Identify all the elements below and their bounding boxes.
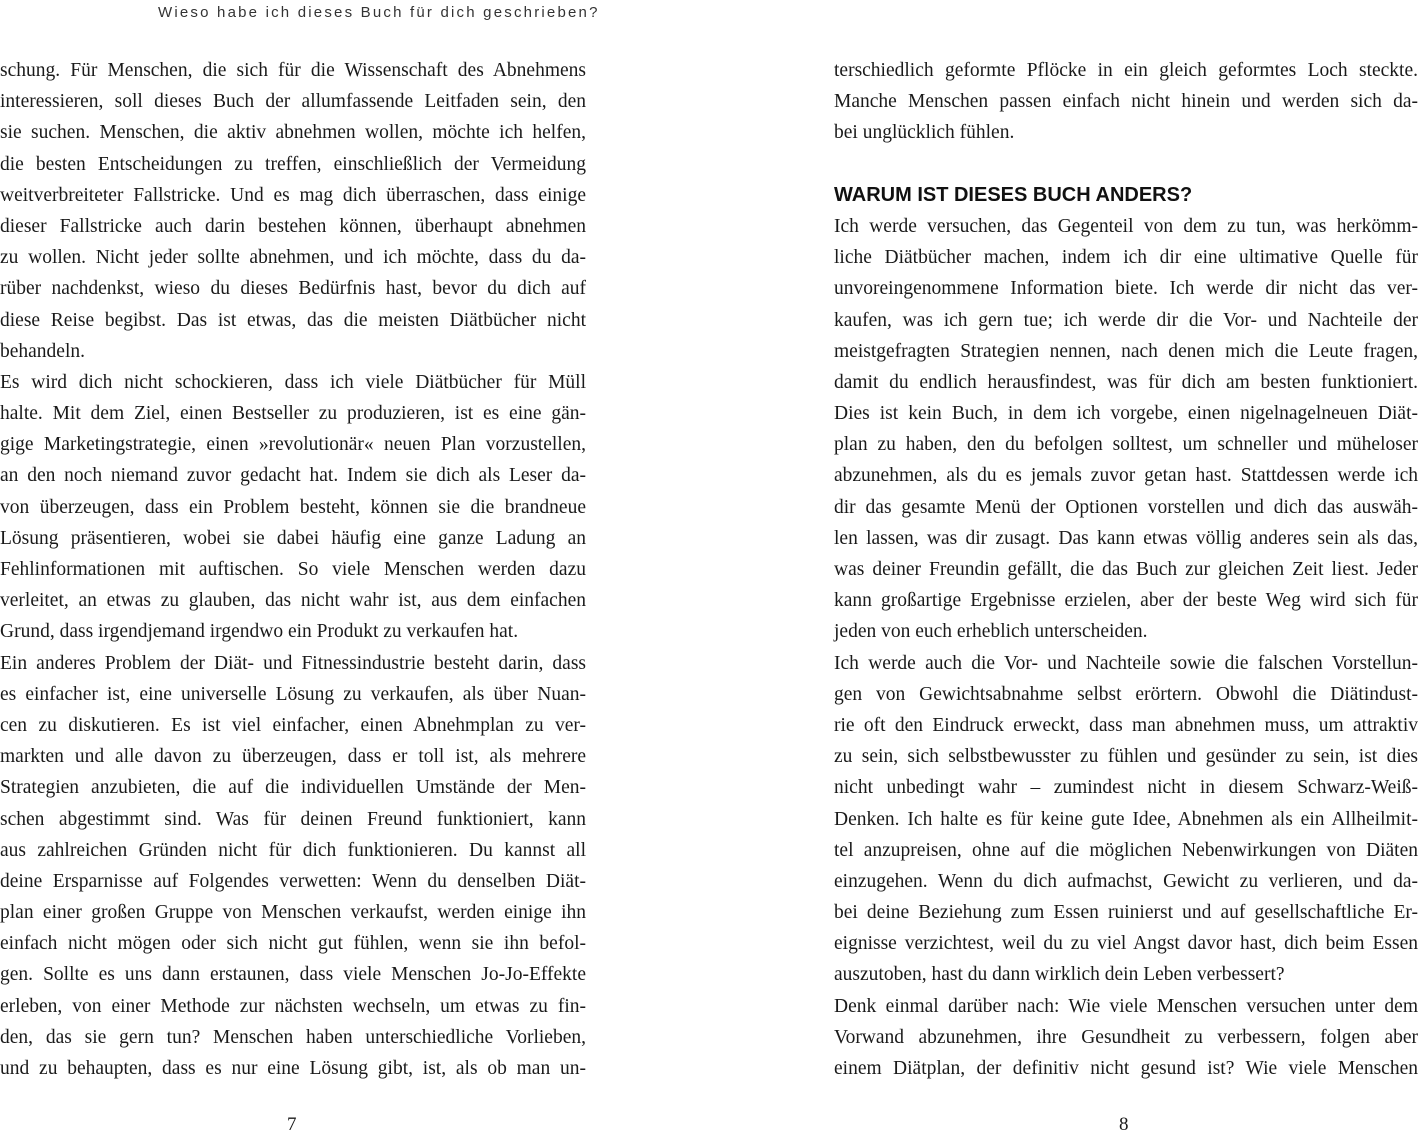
- text-line: kaufen, was ich gern tue; ich werde dir die Vor- und Nachteile der: [834, 309, 1418, 331]
- running-head: Wieso habe ich dieses Buch für dich geschrieben?: [158, 4, 600, 21]
- text-line: sie suchen. Menschen, die aktiv abnehmen wollen, möchte ich helfen,: [0, 122, 586, 144]
- text-line: Strategien anzubieten, die auf die individuellen Umstände der Men-: [0, 777, 586, 799]
- text-line: bei deine Beziehung zum Essen ruinierst und auf gesellschaftliche Er-: [834, 902, 1418, 924]
- section-heading: WARUM IST DIESES BUCH ANDERS?: [834, 183, 1193, 206]
- right-page: [834, 55, 1418, 1084]
- text-line: Ein anderes Problem der Diät- und Fitnessindustrie besteht darin, dass: [0, 652, 586, 674]
- text-line: bei unglücklich fühlen.: [834, 122, 1015, 144]
- text-line: an den noch niemand zuvor gedacht hat. Indem sie dich als Leser da-: [0, 465, 586, 487]
- text-line: tel anzupreisen, ohne auf die möglichen Nebenwirkungen von Diäten: [834, 839, 1418, 861]
- text-line: eignisse verzichtest, weil du zu viel Angst davor hast, dich beim Essen: [834, 933, 1418, 955]
- text-line: meistgefragten Strategien nennen, nach denen mich die Leute fragen,: [834, 340, 1418, 362]
- text-line: und zu behaupten, dass es nur eine Lösung gibt, ist, als ob man un-: [0, 1058, 586, 1079]
- text-line: auszutoben, hast du dann wirklich dein Leben verbessert?: [834, 964, 1285, 986]
- text-line: von überzeugen, dass ein Problem besteht, können sie die brandneue: [0, 496, 586, 518]
- text-line: Grund, dass irgendjemand irgendwo ein Produkt zu verkaufen hat.: [0, 621, 519, 643]
- text-line: den, das sie gern tun? Menschen haben unterschiedliche Vorlieben,: [0, 1026, 586, 1048]
- text-line: plan zu haben, den du befolgen solltest, um schneller und müheloser: [834, 434, 1418, 456]
- text-line: aus zahlreichen Gründen nicht für dich funktionieren. Du kannst all: [0, 839, 586, 861]
- text-line: Dies ist kein Buch, in dem ich vorgebe, einen nigelnagelneuen Diät-: [834, 403, 1418, 425]
- text-line: dir das gesamte Menü der Optionen vorstellen und dich das auswäh-: [834, 496, 1418, 518]
- text-line: Fehlinformationen mit auftischen. So viele Menschen werden dazu: [0, 559, 586, 580]
- text-line: einem Diätplan, der definitiv nicht gesund ist? Wie viele Menschen: [834, 1058, 1418, 1079]
- page-number-right: 8: [1119, 1114, 1129, 1135]
- text-line: unvoreingenommene Information biete. Ich werde dir nicht das ver-: [834, 278, 1418, 300]
- text-line: interessieren, soll dieses Buch der allumfassende Leitfaden sein, den: [0, 91, 586, 113]
- text-line: jeden von euch erheblich unterscheiden.: [834, 621, 1148, 643]
- text-line: Ich werde versuchen, das Gegenteil von dem zu tun, was herkömm-: [834, 215, 1418, 237]
- text-line: schung. Für Menschen, die sich für die Wissenschaft des Abnehmens: [0, 60, 586, 81]
- text-line: Ich werde auch die Vor- und Nachteile sowie die falschen Vorstellun-: [834, 652, 1418, 674]
- text-line: Manche Menschen passen einfach nicht hinein und werden sich da-: [834, 91, 1418, 113]
- left-page: [0, 55, 586, 1084]
- text-line: abzunehmen, als du es jemals zuvor getan hast. Stattdessen werde ich: [834, 465, 1418, 487]
- text-line: diese Reise begibst. Das ist etwas, das die meisten Diätbücher nicht: [0, 309, 586, 331]
- text-line: gige Marketingstrategie, einen »revolutionär« neuen Plan vorzustellen,: [0, 434, 586, 456]
- text-line: halte. Mit dem Ziel, einen Bestseller zu produzieren, ist es eine gän-: [0, 403, 586, 425]
- text-line: einzugehen. Wenn du dich aufmachst, Gewicht zu verlieren, und da-: [834, 870, 1418, 892]
- text-line: liche Diätbücher machen, indem ich dir eine ultimative Quelle für: [834, 247, 1418, 269]
- text-line: Vorwand abzunehmen, ihre Gesundheit zu verbessern, folgen aber: [834, 1026, 1418, 1048]
- text-line: terschiedlich geformte Pflöcke in ein gleich geformtes Loch steckte.: [834, 60, 1418, 81]
- section-spacer: [834, 149, 1418, 180]
- text-line: es einfacher ist, eine universelle Lösung zu verkaufen, als über Nuan-: [0, 683, 586, 705]
- text-line: einfach nicht mögen oder sich nicht gut fühlen, wenn sie ihn befol-: [0, 933, 586, 955]
- text-line: Lösung präsentieren, wobei sie dabei häufig eine ganze Ladung an: [0, 527, 586, 549]
- text-line: schen abgestimmt sind. Was für deinen Freund funktioniert, kann: [0, 808, 586, 830]
- text-line: verleitet, an etwas zu glauben, das nicht wahr ist, aus dem einfachen: [0, 590, 586, 612]
- text-line: Denk einmal darüber nach: Wie viele Menschen versuchen unter dem: [834, 995, 1418, 1017]
- text-line: deine Ersparnisse auf Folgendes verwetten: Wenn du denselben Diät-: [0, 870, 586, 892]
- text-line: was deiner Freundin gefällt, die das Buch zur gleichen Zeit liest. Jeder: [834, 559, 1418, 580]
- text-line: rie oft den Eindruck erweckt, dass man abnehmen muss, um attraktiv: [834, 714, 1418, 736]
- text-line: zu wollen. Nicht jeder sollte abnehmen, und ich möchte, dass du da-: [0, 247, 586, 269]
- text-line: dieser Fallstricke auch darin bestehen können, überhaupt abnehmen: [0, 215, 586, 237]
- page-number-left: 7: [287, 1114, 297, 1135]
- text-line: Denken. Ich halte es für keine gute Idee, Abnehmen als ein Allheilmit-: [834, 808, 1418, 830]
- text-line: plan einer großen Gruppe von Menschen verkaufst, werden einige ihn: [0, 902, 586, 924]
- text-line: Es wird dich nicht schockieren, dass ich viele Diätbücher für Müll: [0, 371, 586, 393]
- text-line: weitverbreiteter Fallstricke. Und es mag dich überraschen, dass einige: [0, 184, 586, 206]
- text-line: rüber nachdenkst, wieso du dieses Bedürfnis hast, bevor du dich auf: [0, 278, 586, 300]
- text-line: cen zu diskutieren. Es ist viel einfacher, einen Abnehmplan zu ver-: [0, 714, 586, 736]
- text-line: gen von Gewichtsabnahme selbst erörtern. Obwohl die Diätindust-: [834, 683, 1418, 705]
- text-line: nicht unbedingt wahr – zumindest nicht in diesem Schwarz-Weiß-: [834, 777, 1418, 799]
- text-line: zu sein, sich selbstbewusster zu fühlen und gesünder zu sein, ist dies: [834, 746, 1418, 768]
- text-line: gen. Sollte es uns dann erstaunen, dass viele Menschen Jo-Jo-Effekte: [0, 964, 586, 986]
- text-line: markten und alle davon zu überzeugen, dass er toll ist, als mehrere: [0, 746, 586, 768]
- text-line: erleben, von einer Methode zur nächsten wechseln, um etwas zu fin-: [0, 995, 586, 1017]
- text-line: behandeln.: [0, 340, 86, 362]
- text-line: die besten Entscheidungen zu treffen, einschließlich der Vermeidung: [0, 153, 586, 175]
- text-line: damit du endlich herausfindest, was für dich am besten funktioniert.: [834, 371, 1418, 393]
- text-line: len lassen, was dir zusagt. Das kann etwas völlig anderes sein als das,: [834, 527, 1418, 549]
- text-line: kann großartige Ergebnisse erzielen, aber der beste Weg wird sich für: [834, 590, 1418, 612]
